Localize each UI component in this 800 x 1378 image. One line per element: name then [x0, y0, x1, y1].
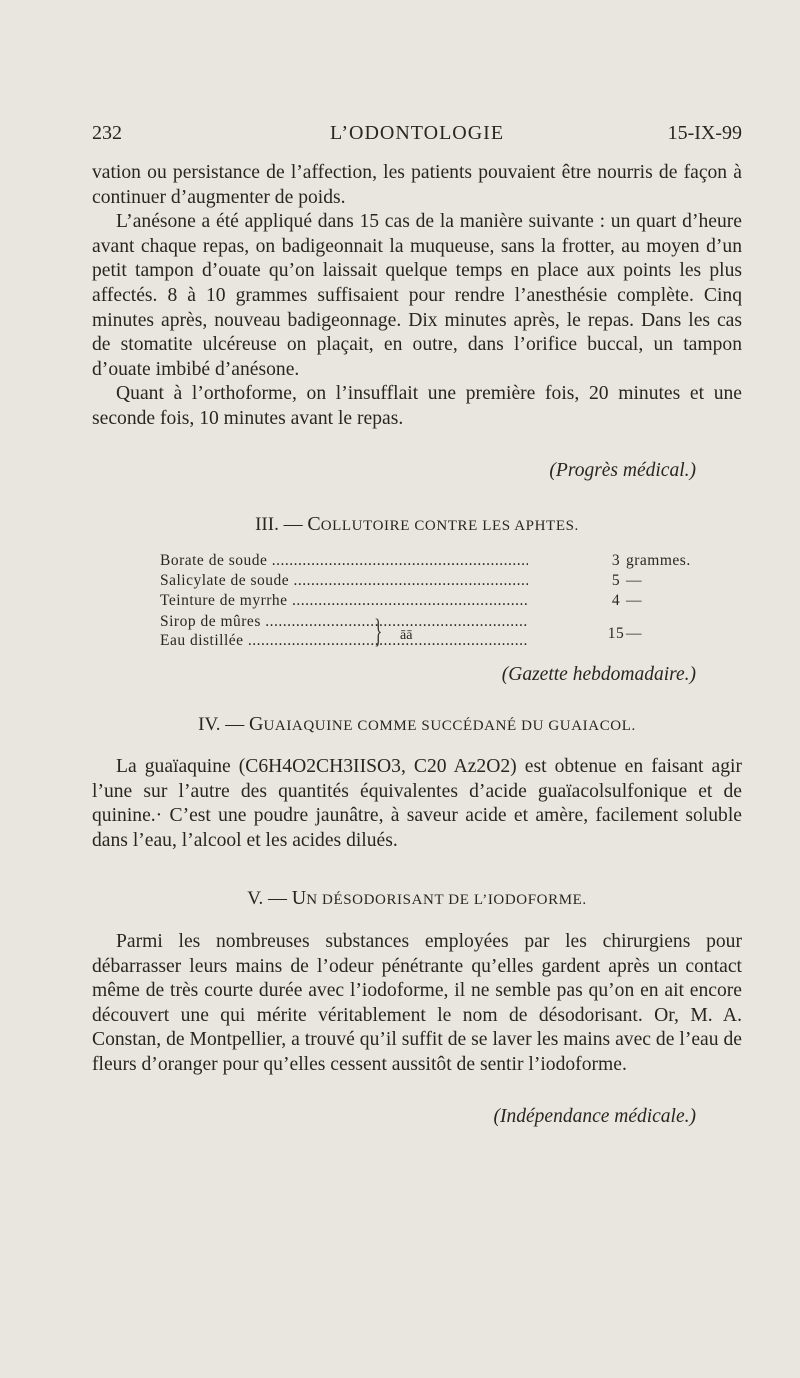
heading-text: OLLUTOIRE CONTRE LES APHTES.	[320, 518, 579, 534]
ingredient-unit: —	[626, 572, 642, 589]
section-heading	[92, 513, 742, 536]
journal-title: L’ODONTOLOGIE	[329, 122, 505, 144]
recipe-row	[160, 552, 691, 572]
recipe-row	[160, 592, 642, 612]
ingredient-quantity: 3	[611, 552, 621, 569]
ingredient-unit: grammes.	[626, 552, 691, 569]
paragraph: vation ou persistance de l’affection, les patients pouvaient être nourris de façon à continuer d’augmenter de poids.	[92, 162, 742, 208]
section4-text	[92, 755, 742, 853]
heading-initial: C	[307, 513, 321, 535]
ingredient-quantity: 15	[607, 625, 625, 642]
ingredient-name: Teinture de myrrhe .....	[160, 592, 528, 610]
ingredient-unit: —	[626, 592, 642, 609]
source-citation: (Indépendance médicale.)	[493, 1106, 696, 1127]
issue-date: 15-IX-99	[667, 122, 742, 144]
ingredient-name: Salicylate de soude .....	[160, 572, 528, 590]
source-citation: (Progrès médical.)	[549, 460, 696, 481]
section-number: V. —	[247, 888, 292, 909]
ingredient-unit: —	[626, 625, 642, 642]
recipe-row	[160, 625, 642, 652]
section-number: IV. —	[198, 714, 250, 735]
section-heading	[92, 713, 742, 736]
page-number: 232	[92, 122, 122, 144]
ana-abbreviation: āā	[400, 628, 413, 643]
source-citation: (Gazette hebdomadaire.)	[501, 664, 696, 685]
paragraph: Quant à l’orthoforme, on l’insufflait une première fois, 20 minutes et une seconde fois, 10 minutes avant le repas.	[92, 383, 742, 429]
paragraph: La guaïaquine (C6H4O2CH3IISO3, C20 Az2O2) est obtenue en faisant agir l’une sur l’autre des quantités équivalentes d’acide guaïacolsulfonique et de quinine.· C’est une poudre jaunâtre, à saveur acide et amère, facilement soluble dans l’eau, l’alcool et les acides dilués.	[92, 756, 742, 851]
brace-symbol: }	[374, 613, 383, 650]
paragraph: Parmi les nombreuses substances employées par les chirurgiens pour débarrasser leurs mains de l’odeur pénétrante qu’elles gardent après un contact même de très courte durée avec l’iodoforme, il ne semble pas qu’on en ait encore découvert une qui mérite véritablement le nom de désodorisant. Or, M. A. Constan, de Montpellier, a trouvé qu’il suffit de se laver les mains avec de l’eau de fleurs d’oranger pour qu’elles cessent aussitôt de sentir l’iodoforme.	[92, 931, 742, 1075]
heading-text: N DÉSODORISANT DE L’IODOFORME.	[306, 892, 587, 908]
paragraph: L’anésone a été appliqué dans 15 cas de la manière suivante : un quart d’heure avant chaque repas, on badigeonnait la muqueuse, sans la frotter, au moyen d’un petit tampon d’ouate qu’on laissait quelque temps en place aux points les plus affectés. 8 à 10 grammes suffisaient pour rendre l’anesthésie complète. Cinq minutes après, nouveau badigeonnage. Dix minutes après, le repas. Dans les cas de stomatite ulcéreuse on plaçait, en outre, dans l’orifice buccal, un tampon d’ouate imbibé d’anésone.	[92, 211, 742, 380]
ingredient-name: Sirop de mûres .....	[160, 613, 528, 631]
heading-initial: G	[249, 713, 264, 735]
running-header	[92, 122, 742, 152]
heading-text: UAIAQUINE COMME SUCCÉDANÉ DU GUAIACOL.	[263, 718, 636, 734]
ingredient-name: Borate de soude .....	[160, 552, 528, 570]
recipe-row	[160, 613, 528, 633]
section-heading	[92, 887, 742, 910]
section5-text	[92, 930, 742, 1078]
ingredient-quantity: 4	[611, 592, 621, 609]
section-number: III. —	[255, 514, 308, 535]
recipe-row	[160, 572, 642, 592]
heading-initial: U	[291, 887, 307, 909]
intro-text	[92, 161, 742, 432]
ingredient-name: Eau distillée .....	[160, 632, 528, 650]
ingredient-quantity: 5	[611, 572, 621, 589]
